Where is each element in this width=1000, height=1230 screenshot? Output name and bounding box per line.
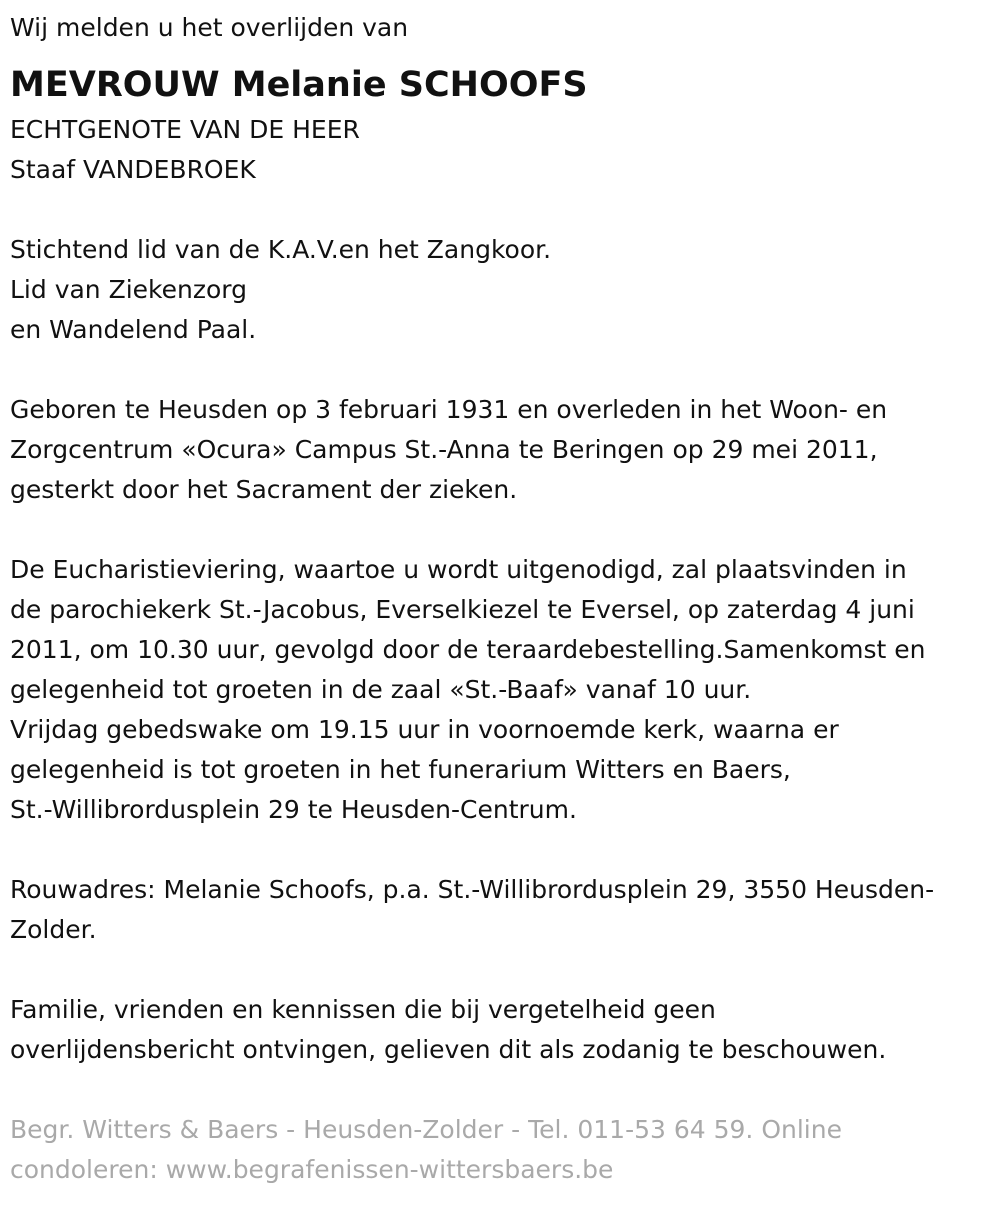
ceremony-line: gelegenheid is tot groeten in het funerarium Witters en Baers,: [10, 755, 791, 784]
spacer: [10, 830, 990, 870]
ceremony-line: De Eucharistieviering, waartoe u wordt uitgenodigd, zal plaatsvinden in: [10, 555, 907, 584]
spacer: [10, 510, 990, 550]
spouse-name: Staaf VANDEBROEK: [10, 155, 256, 184]
notice-line: overlijdensbericht ontvingen, gelieven dit als zodanig te beschouwen.: [10, 1035, 887, 1064]
footer-line: Begr. Witters & Baers - Heusden-Zolder - Tel. 011-53 64 59. Online: [10, 1115, 842, 1144]
ceremony-line: de parochiekerk St.-Jacobus, Everselkiezel te Eversel, op zaterdag 4 juni: [10, 595, 915, 624]
ceremony-line: Vrijdag gebedswake om 19.15 uur in voornoemde kerk, waarna er: [10, 715, 839, 744]
deceased-name: MEVROUW Melanie SCHOOFS: [10, 65, 588, 105]
birth-death-paragraph: [10, 390, 990, 510]
notice-line: Familie, vrienden en kennissen die bij vergetelheid geen: [10, 995, 716, 1024]
death-notice: [10, 8, 990, 1190]
spacer: [10, 190, 990, 230]
footer-line: condoleren: www.begrafenissen-wittersbaers.be: [10, 1155, 614, 1184]
membership-line: Stichtend lid van de K.A.V.en het Zangkoor.: [10, 235, 552, 264]
funeral-home-footer: [10, 1110, 990, 1190]
address-line: Zolder.: [10, 915, 97, 944]
ceremony-paragraph: [10, 550, 990, 830]
birth-death-line: Geboren te Heusden op 3 februari 1931 en overleden in het Woon- en: [10, 395, 888, 424]
address-line: Rouwadres: Melanie Schoofs, p.a. St.-Willibrordusplein 29, 3550 Heusden-: [10, 875, 935, 904]
membership-line: en Wandelend Paal.: [10, 315, 257, 344]
intro-text: Wij melden u het overlijden van: [10, 13, 409, 42]
birth-death-line: gesterkt door het Sacrament der zieken.: [10, 475, 518, 504]
ceremony-line: St.-Willibrordusplein 29 te Heusden-Centrum.: [10, 795, 577, 824]
notice-paragraph: [10, 990, 990, 1070]
ceremony-line: gelegenheid tot groeten in de zaal «St.-Baaf» vanaf 10 uur.: [10, 675, 752, 704]
spacer: [10, 1070, 990, 1110]
memberships-paragraph: [10, 230, 990, 350]
spacer: [10, 350, 990, 390]
spacer: [10, 950, 990, 990]
membership-line: Lid van Ziekenzorg: [10, 275, 247, 304]
birth-death-line: Zorgcentrum «Ocura» Campus St.-Anna te Beringen op 29 mei 2011,: [10, 435, 878, 464]
address-paragraph: [10, 870, 990, 950]
ceremony-line: 2011, om 10.30 uur, gevolgd door de teraardebestelling.Samenkomst en: [10, 635, 926, 664]
relation-text: ECHTGENOTE VAN DE HEER: [10, 115, 360, 144]
